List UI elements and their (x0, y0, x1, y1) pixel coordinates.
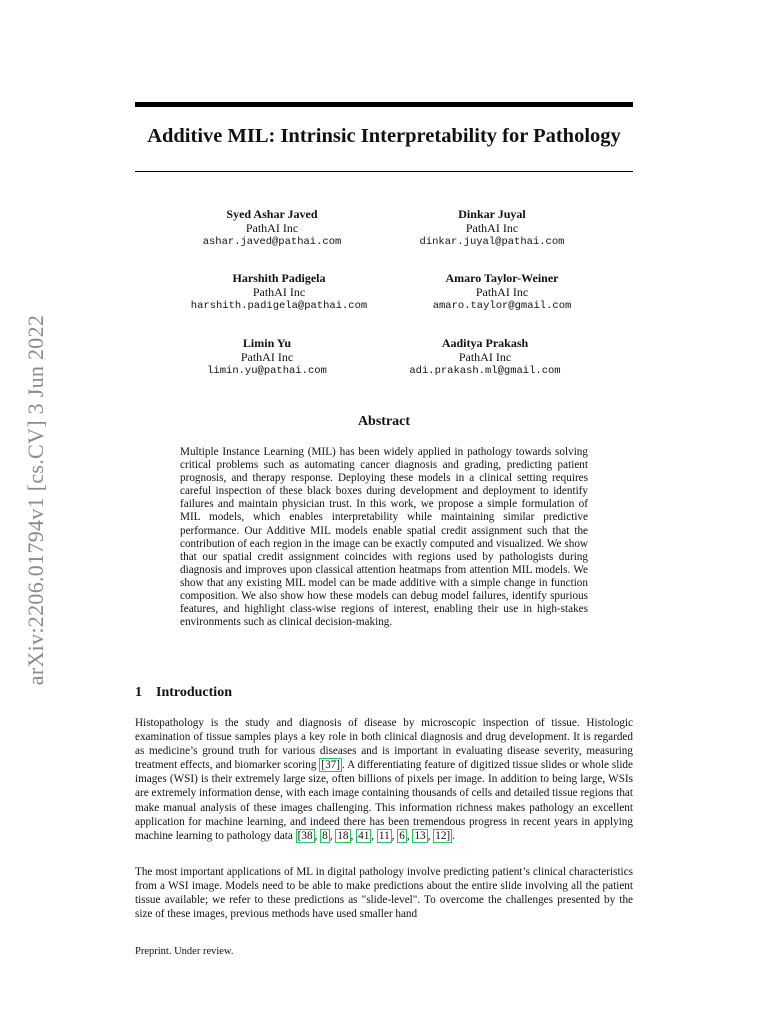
author-block (372, 271, 632, 313)
author-block (362, 207, 622, 249)
paragraph-text: . A differentiating feature of digitized tissue slides or whole slide images (WSI) is their extremely large size, often billions of pixels per image. In addition to being large, WSIs are extremely information dense, with each image containing thousands of cells and detailed tissue regions that make manual analysis of these images challenging. This information richness makes pathology an excellent application for machine learning, and indeed there has been tremendous progress in recent years in applying machine learning to pathology data (135, 759, 633, 842)
author-name: Amaro Taylor-Weiner (445, 271, 559, 285)
citation-link[interactable]: 18 (337, 829, 349, 842)
author-name: Syed Ashar Javed (226, 207, 318, 221)
paper-title: Additive MIL: Intrinsic Interpretability for Pathology (147, 125, 621, 147)
citation-link[interactable]: 12] (435, 829, 451, 842)
paragraph-text: . (452, 829, 455, 842)
author-name: Harshith Padigela (232, 271, 326, 285)
citation-link[interactable]: [37] (321, 759, 340, 772)
author-affiliation: PathAI Inc (458, 350, 512, 364)
section-title: Introduction (156, 685, 232, 700)
author-email: dinkar.juyal@pathai.com (419, 236, 565, 248)
citation-link[interactable]: 8 (322, 829, 328, 842)
citation-link[interactable]: [38 (297, 829, 313, 842)
title-bottom-rule (135, 171, 633, 172)
citation-link[interactable]: 11 (378, 829, 390, 842)
citation-link[interactable]: 6 (399, 829, 405, 842)
author-affiliation: PathAI Inc (240, 350, 294, 364)
author-email: amaro.taylor@gmail.com (432, 300, 572, 312)
intro-paragraph-2: The most important applications of ML in digital pathology involve predicting patient’s clinical characteristics from a WSI image. Models need to be able to make predictions about the entire slide involving all the patient tissue available; we refer to these predictions as "slide-level". To overcome the challenges presented by the size of these images, previous methods have used smaller hand (135, 866, 633, 921)
author-email: limin.yu@pathai.com (207, 365, 327, 377)
section-heading (135, 685, 232, 701)
author-affiliation: PathAI Inc (245, 221, 299, 235)
author-name: Dinkar Juyal (458, 207, 526, 221)
author-affiliation: PathAI Inc (465, 221, 519, 235)
section-number: 1 (135, 685, 142, 700)
author-affiliation: PathAI Inc (252, 285, 306, 299)
abstract-text: Multiple Instance Learning (MIL) has been widely applied in pathology towards solving critical problems such as automating cancer diagnosis and grading, predicting patient prognosis, and therapy response. Deploying these models in a clinical setting requires careful inspection of these black boxes during development and deployment to identify failures and maintain physician trust. In this work, we propose a simple formulation of MIL models, which enables interpretability while maintaining similar predictive performance. Our Additive MIL models enable spatial credit assignment such that the contribution of each region in the image can be exactly computed and visualized. We show that our spatial credit assignment coincides with regions used by pathologists during diagnosis and improves upon classical attention heatmaps from attention MIL models. We show that any existing MIL model can be made additive with a simple change in function composition. We also show how these models can debug model failures, identify spurious features, and highlight class-wise regions of interest, enabling their use in high-stakes environments such as clinical decision-making. (180, 446, 588, 629)
arxiv-identifier: arXiv:2206.01794v1 [cs.CV] 3 Jun 2022 (23, 314, 48, 686)
footer-note: Preprint. Under review. (135, 946, 234, 957)
author-name: Aaditya Prakash (441, 336, 529, 350)
citation-link[interactable]: 41 (358, 829, 370, 842)
paragraph-text: Histopathology is the study and diagnosis of disease by microscopic inspection of tissue. Histologic examination of tissue samples plays a key role in both clinical diagnosis and drug development. It is regarded as medicine’s ground truth for various diseases and is important in evaluating disease severity, measuring treatment effects, and biomarker scoring (135, 717, 633, 772)
author-email: adi.prakash.ml@gmail.com (409, 365, 561, 377)
author-email: harshith.padigela@pathai.com (190, 300, 368, 312)
author-affiliation: PathAI Inc (475, 285, 529, 299)
author-name: Limin Yu (242, 336, 292, 350)
intro-paragraph-1: Histopathology is the study and diagnosis of disease by microscopic inspection of tissue. Histologic examination of tissue samples plays a key role in both clinical diagnosis and drug development. It is regarded as medicine’s ground truth for various diseases and is important in evaluating disease severity, measuring treatment effects, and biomarker scoring [37] . A differentiating feature of digitized tissue slides or whole slide images (WSI) is their extremely large size, often billions of pixels per image. In addition to being large, WSIs are extremely information dense, with each image containing thousands of cells and detailed tissue regions that make manual analysis of these images challenging. This information richness makes pathology an excellent application for machine learning, and indeed there has been tremendous progress in recent years in applying machine learning to pathology data [38 , 8 , 18 , 41 , 11 , 6 , 13 , 12] . (135, 717, 633, 842)
author-block (149, 271, 409, 313)
author-email: ashar.javed@pathai.com (202, 236, 342, 248)
citation-link[interactable]: 13 (414, 829, 426, 842)
title-top-rule (135, 102, 633, 107)
abstract-heading: Abstract (357, 414, 411, 429)
author-block (355, 336, 615, 378)
